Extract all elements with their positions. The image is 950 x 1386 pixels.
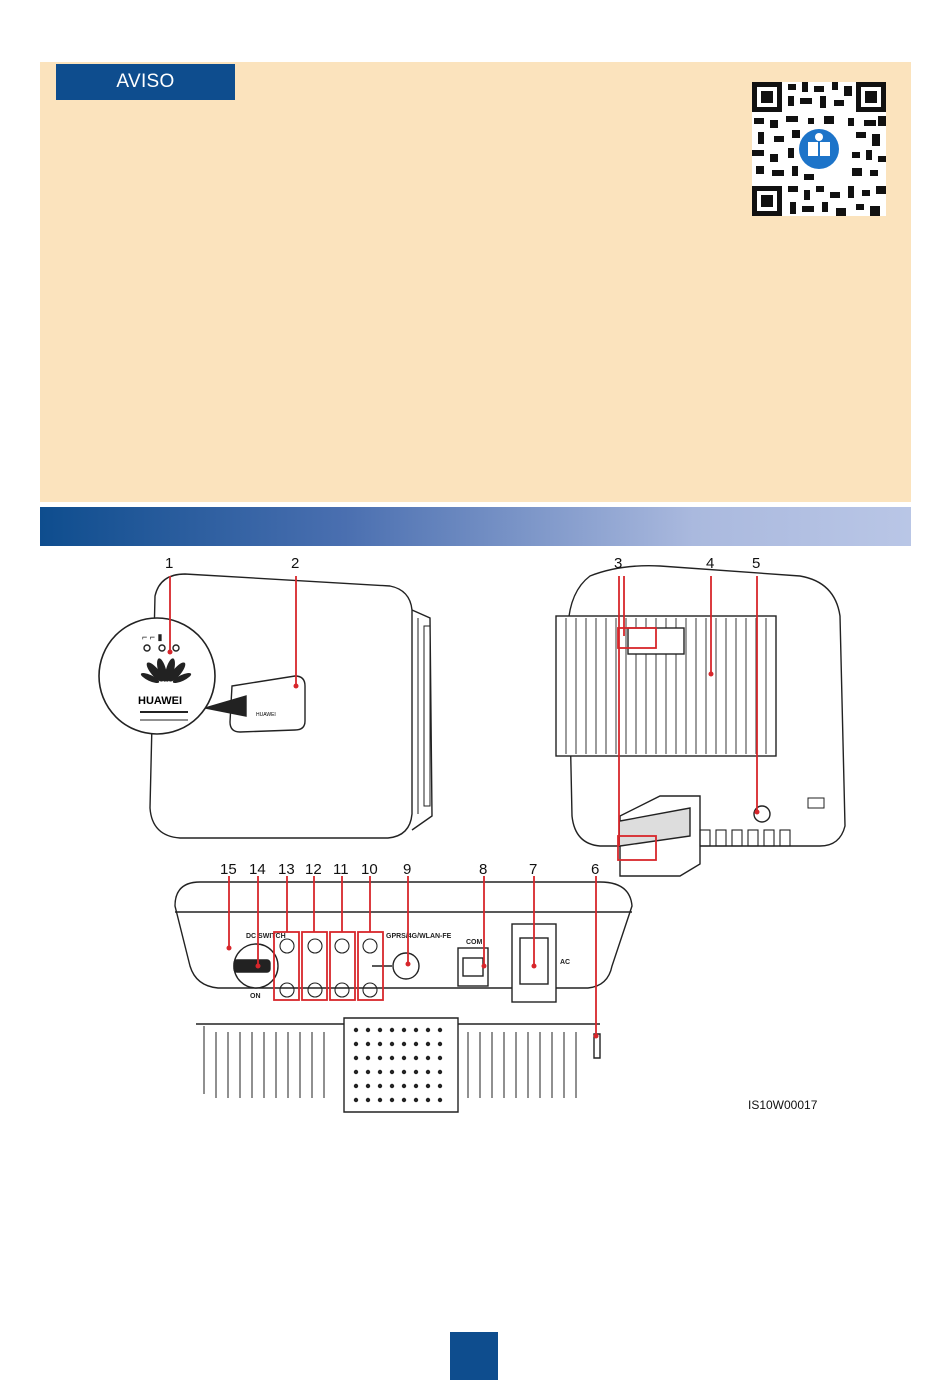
brand-text-small: HUAWEI: [256, 712, 276, 718]
callout-2: 2: [291, 555, 300, 572]
callout-13: 13: [278, 861, 295, 878]
svg-text:⌐ ⌐ ▮: ⌐ ⌐ ▮: [142, 632, 163, 642]
page-number-box: [450, 1332, 498, 1380]
dc-switch-label: DC SWITCH: [246, 933, 286, 940]
ac-label: AC: [560, 959, 571, 966]
aviso-label: AVISO: [56, 64, 235, 100]
inverter-figure: [0, 546, 950, 1126]
figure-code: IS10W00017: [748, 1098, 818, 1112]
callout-10: 10: [361, 861, 378, 878]
callout-1: 1: [165, 555, 174, 572]
callout-11: 11: [333, 861, 349, 878]
callout-8: 8: [479, 861, 488, 878]
callout-6: 6: [591, 861, 600, 878]
gprs-label: GPRS/4G/WLAN-FE: [386, 933, 452, 940]
callout-7: 7: [529, 861, 538, 878]
inverter-illustration: [0, 546, 950, 1126]
callout-5: 5: [752, 555, 761, 572]
callout-4: 4: [706, 555, 715, 572]
callout-9: 9: [403, 861, 412, 878]
com-label: COM: [466, 939, 483, 946]
back-view: [556, 566, 845, 876]
callout-12: 12: [305, 861, 322, 878]
bottom-view: [175, 882, 632, 1112]
brand-text: HUAWEI: [138, 695, 182, 707]
on-label: ON: [250, 993, 261, 1000]
qr-code-icon: [752, 82, 886, 216]
section-header-bar: [40, 507, 911, 546]
callout-14: 14: [249, 861, 266, 878]
callout-15: 15: [220, 861, 237, 878]
callout-3: 3: [614, 555, 623, 572]
notice-box: [40, 62, 911, 502]
